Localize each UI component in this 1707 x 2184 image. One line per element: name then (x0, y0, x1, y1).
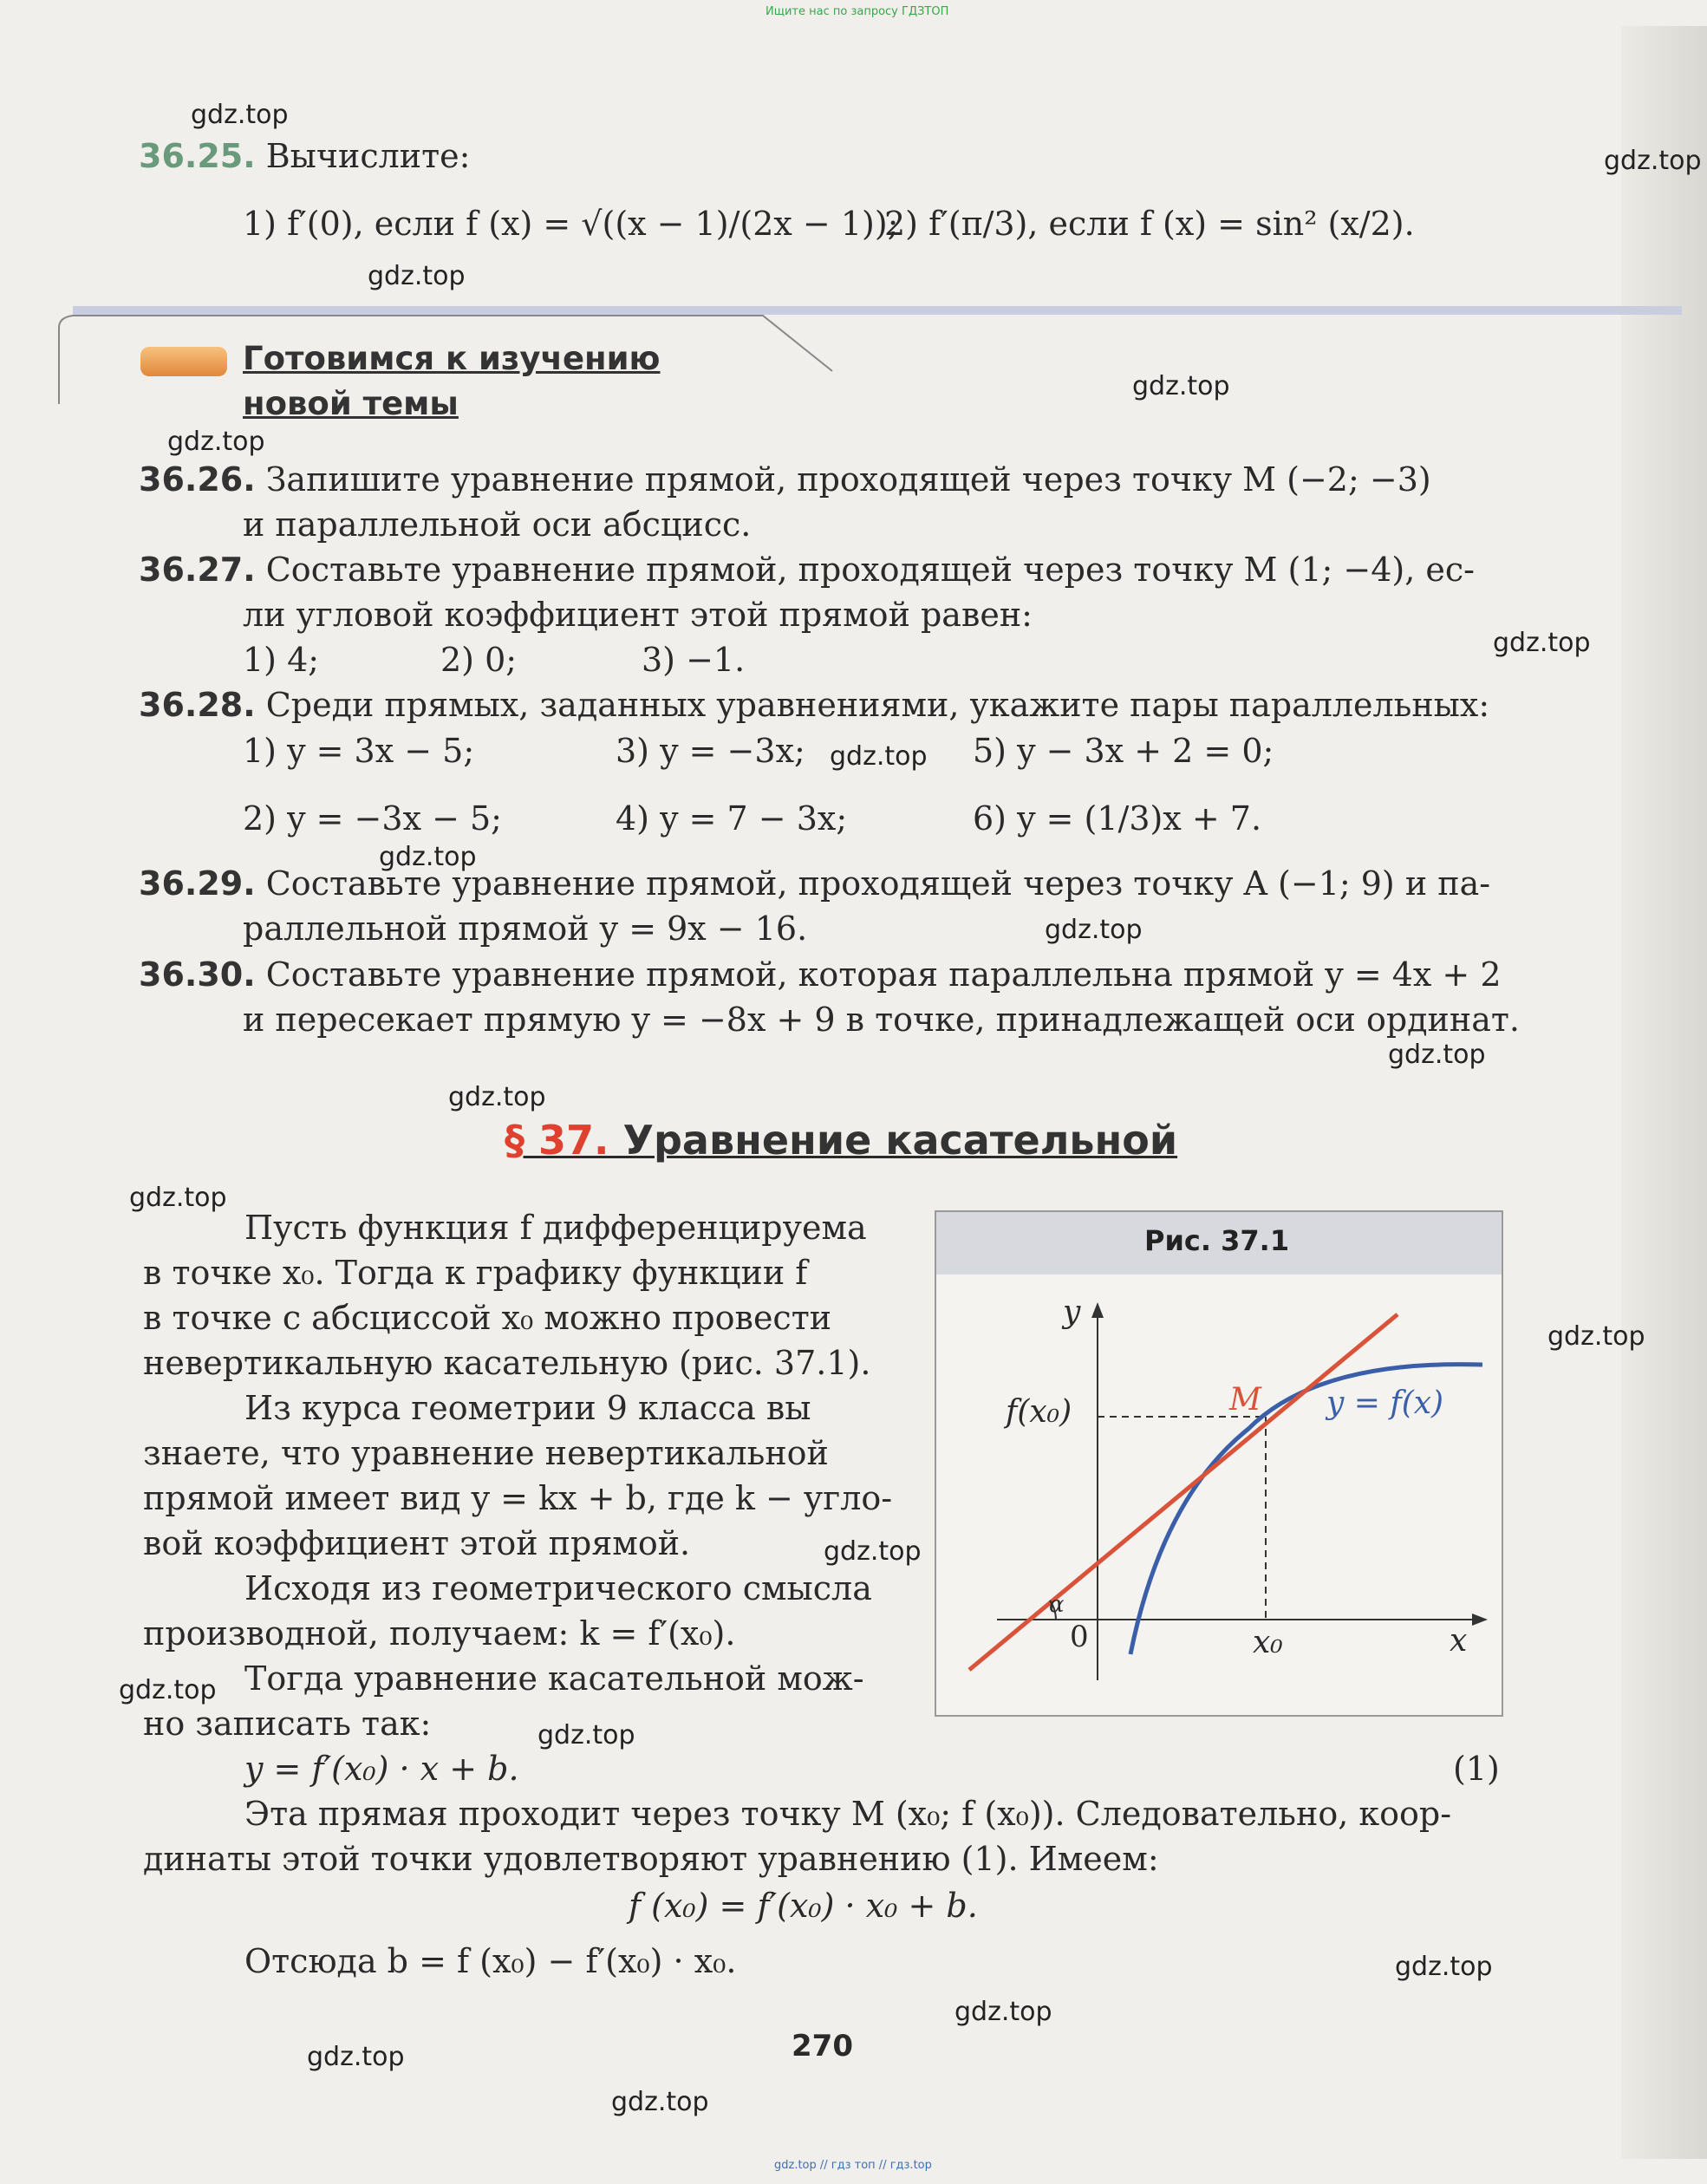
page-number: 270 (792, 2029, 853, 2063)
body-line: динаты этой точки удовлетворяют уравнению (1). Имеем: (143, 1840, 1159, 1878)
y-axis-label: y (1063, 1294, 1081, 1330)
body-line: в точке x₀. Тогда к графику функции f (143, 1254, 808, 1292)
figure-box (935, 1210, 1503, 1717)
problem-text: Составьте уравнение прямой, которая параллельна прямой y = 4x + 2 (265, 955, 1502, 994)
top-banner: Ищите нас по запросу ГДЗТОП (766, 5, 949, 18)
problem-number: 36.27. (139, 551, 256, 589)
watermark: gdz.top (191, 100, 289, 130)
watermark: gdz.top (448, 1082, 546, 1112)
option: 2) y = −3x − 5; (243, 799, 502, 838)
problem-number: 36.28. (139, 686, 256, 724)
watermark: gdz.top (1493, 628, 1591, 658)
problem-number: 36.29. (139, 864, 256, 903)
body-line: производной, получаем: k = f′(x₀). (143, 1614, 736, 1653)
problem-36-27-line2: ли угловой коэффициент этой прямой равен: (243, 596, 1033, 634)
bottom-banner: gdz.top // гдз топ // гдз.top (774, 2159, 932, 2172)
watermark: gdz.top (1045, 915, 1143, 945)
problem-36-26-line1 (139, 457, 1431, 502)
body-line: Эта прямая проходит через точку M (x₀; f (x₀)). Следовательно, коор- (244, 1795, 1452, 1833)
watermark: gdz.top (1395, 1952, 1493, 1982)
equation-1: y = f′(x₀) · x + b. (244, 1750, 519, 1788)
body-line: Тогда уравнение касательной мож- (244, 1659, 864, 1698)
equation-1-label: (1) (1453, 1750, 1500, 1788)
problem-text: Запишите уравнение прямой, проходящей через точку M (−2; −3) (265, 460, 1431, 499)
problem-title: Вычислите: (265, 137, 471, 175)
body-line: Отсюда b = f (x₀) − f′(x₀) · x₀. (244, 1942, 737, 1980)
prepare-line1: Готовимся к изучению (243, 340, 661, 377)
body-line: Исходя из геометрического смысла (244, 1569, 872, 1607)
problem-36-29-line1 (139, 861, 1490, 906)
watermark: gdz.top (119, 1675, 217, 1705)
curve-label: y = f(x) (1326, 1385, 1444, 1421)
watermark: gdz.top (1604, 146, 1702, 176)
problem-text: Составьте уравнение прямой, проходящей через точку M (1; −4), ес- (265, 551, 1475, 589)
problem-36-30-line2: и пересекает прямую y = −8x + 9 в точке, принадлежащей оси ординат. (243, 1001, 1520, 1039)
problem-36-25-part1: 1) f′(0), если f (x) = √((x − 1)/(2x − 1)); (243, 205, 899, 243)
section-number: § 37. (505, 1117, 609, 1164)
problem-36-30-line1 (139, 952, 1502, 997)
watermark: gdz.top (1388, 1040, 1486, 1070)
watermark: gdz.top (129, 1183, 227, 1213)
problem-36-27-line1 (139, 547, 1475, 592)
watermark: gdz.top (954, 1997, 1052, 2027)
origin-label: 0 (1070, 1620, 1089, 1654)
fx0-label: f(x₀) (1006, 1394, 1072, 1430)
option: 6) y = (1/3)x + 7. (973, 799, 1262, 838)
body-line: невертикальную касательную (рис. 37.1). (143, 1344, 871, 1382)
figure-title: Рис. 37.1 (1144, 1224, 1290, 1257)
y-axis-arrow-icon (1091, 1302, 1104, 1318)
watermark: gdz.top (830, 741, 928, 772)
problem-number: 36.25. (139, 137, 256, 175)
body-line: но записать так: (143, 1705, 432, 1743)
equation-2: f (x₀) = f′(x₀) · x₀ + b. (629, 1887, 978, 1925)
problem-number: 36.26. (139, 460, 256, 499)
option: 1) y = 3x − 5; (243, 732, 475, 770)
problem-text: Составьте уравнение прямой, проходящей через точку A (−1; 9) и па- (265, 864, 1491, 903)
watermark: gdz.top (538, 1720, 635, 1750)
problem-36-25-heading (139, 134, 470, 179)
orange-badge-icon (140, 347, 227, 376)
x-axis-label: x (1450, 1623, 1468, 1659)
watermark: gdz.top (368, 261, 466, 291)
watermark: gdz.top (1132, 371, 1230, 401)
point-m-label: M (1229, 1382, 1261, 1418)
problem-36-28-line1 (139, 682, 1489, 727)
watermark: gdz.top (307, 2042, 405, 2072)
problem-36-25-part2: 2) f′(π/3), если f (x) = sin² (x/2). (884, 205, 1415, 243)
section-title: Уравнение касательной (622, 1117, 1178, 1164)
watermark: gdz.top (379, 842, 477, 872)
option: 4) y = 7 − 3x; (616, 799, 848, 838)
tangent-graph (936, 1212, 1502, 1715)
tangent-line (969, 1314, 1398, 1670)
x0-label: x₀ (1253, 1625, 1283, 1660)
angle-label: α (1049, 1592, 1065, 1618)
option: 3) −1. (642, 641, 746, 679)
body-line: Из курса геометрии 9 класса вы (244, 1389, 811, 1427)
watermark: gdz.top (824, 1536, 922, 1567)
body-line: Пусть функция f дифференцируема (244, 1209, 867, 1247)
problem-text: Среди прямых, заданных уравнениями, укажите пары параллельных: (265, 686, 1490, 724)
problem-36-26-line2: и параллельной оси абсцисс. (243, 505, 752, 544)
prepare-line2: новой темы (243, 385, 459, 422)
section-heading (505, 1117, 1177, 1164)
watermark: gdz.top (1547, 1321, 1645, 1352)
body-line: в точке с абсциссой x₀ можно провести (143, 1299, 832, 1337)
watermark: gdz.top (167, 427, 265, 457)
problem-number: 36.30. (139, 955, 256, 994)
option: 5) y − 3x + 2 = 0; (973, 732, 1274, 770)
option: 1) 4; (243, 641, 320, 679)
watermark: gdz.top (611, 2087, 709, 2117)
body-line: знаете, что уравнение невертикальной (143, 1434, 829, 1472)
option: 3) y = −3x; (616, 732, 805, 770)
option: 2) 0; (440, 641, 518, 679)
x-axis-arrow-icon (1472, 1614, 1488, 1626)
problem-36-29-line2: раллельной прямой y = 9x − 16. (243, 909, 808, 948)
body-line: прямой имеет вид y = kx + b, где k − угло- (143, 1479, 893, 1517)
body-line: вой коэффициент этой прямой. (143, 1524, 691, 1562)
